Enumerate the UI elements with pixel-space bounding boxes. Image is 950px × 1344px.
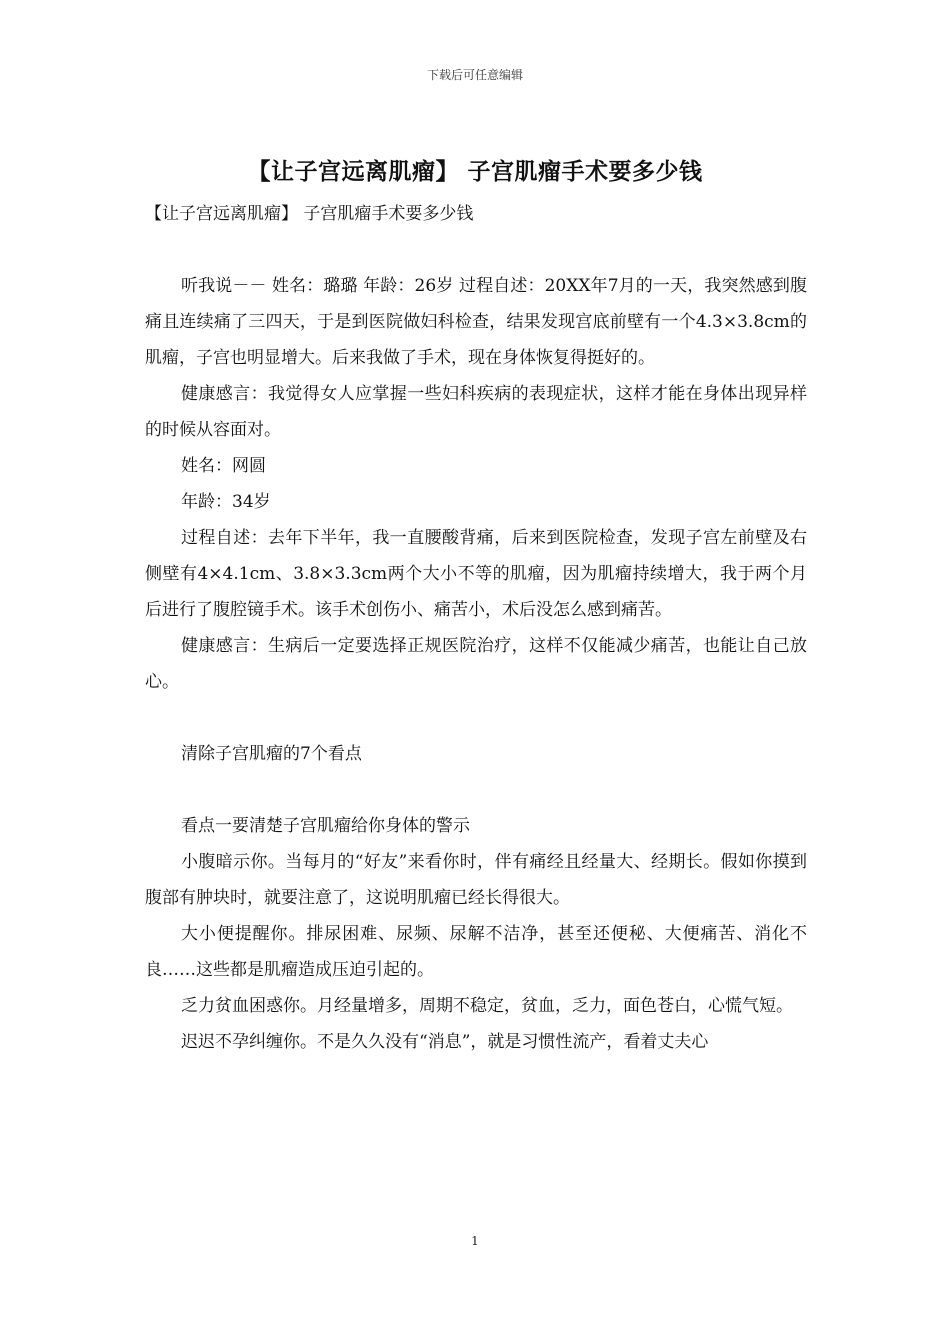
blank-line — [145, 700, 807, 736]
paragraph-health-note-1: 健康感言：我觉得女人应掌握一些妇科疾病的表现症状，这样才能在身体出现异样的时候从容面对。 — [145, 384, 807, 440]
paragraph-story-2: 过程自述：去年下半年，我一直腰酸背痛，后来到医院检查，发现子宫左前壁及右侧壁有4×4.1cm、3.8×3.3cm两个大小不等的肌瘤，因为肌瘤持续增大，我于两个月后进行了腹腔镜手术。该手术创伤小、痛苦小，术后没怎么感到痛苦。 — [145, 528, 807, 620]
paragraph-name-2: 姓名：网圆 — [181, 456, 266, 476]
header-note: 下载后可任意编辑 — [426, 68, 523, 82]
paragraph-point-anemia: 乏力贫血困惑你。月经量增多，周期不稳定，贫血，乏力，面色苍白，心慌气短。 — [181, 996, 793, 1016]
blank-line — [145, 772, 807, 808]
document-body — [145, 268, 807, 1060]
section-heading: 清除子宫肌瘤的7个看点 — [181, 744, 362, 764]
paragraph-point-infertility: 迟迟不孕纠缠你。不是久久没有“消息”，就是习惯性流产，看着丈夫心 — [181, 1032, 709, 1052]
document-subtitle: 【让子宫远离肌瘤】 子宫肌瘤手术要多少钱 — [145, 204, 474, 224]
paragraph-point-urination: 大小便提醒你。排尿困难、尿频、尿解不洁净，甚至还便秘、大便痛苦、消化不良……这些都是肌瘤造成压迫引起的。 — [145, 924, 807, 980]
paragraph-story-1: 听我说－－ 姓名：璐璐 年龄：26岁 过程自述：20XX年7月的一天，我突然感到腹痛且连续痛了三四天，于是到医院做妇科检查，结果发现宫底前壁有一个4.3×3.8cm的肌瘤，子宫也明显增大。后来我做了手术，现在身体恢复得挺好的。 — [145, 276, 807, 368]
document-title: 【让子宫远离肌瘤】 子宫肌瘤手术要多少钱 — [247, 158, 703, 185]
point-heading-1: 看点一要清楚子宫肌瘤给你身体的警示 — [181, 816, 470, 836]
page-number: 1 — [471, 1234, 479, 1248]
paragraph-health-note-2: 健康感言：生病后一定要选择正规医院治疗，这样不仅能减少痛苦，也能让自己放心。 — [145, 636, 807, 692]
paragraph-point-abdomen: 小腹暗示你。当每月的“好友”来看你时，伴有痛经且经量大、经期长。假如你摸到腹部有肿块时，就要注意了，这说明肌瘤已经长得很大。 — [145, 852, 807, 908]
paragraph-age-2: 年龄：34岁 — [181, 492, 271, 512]
